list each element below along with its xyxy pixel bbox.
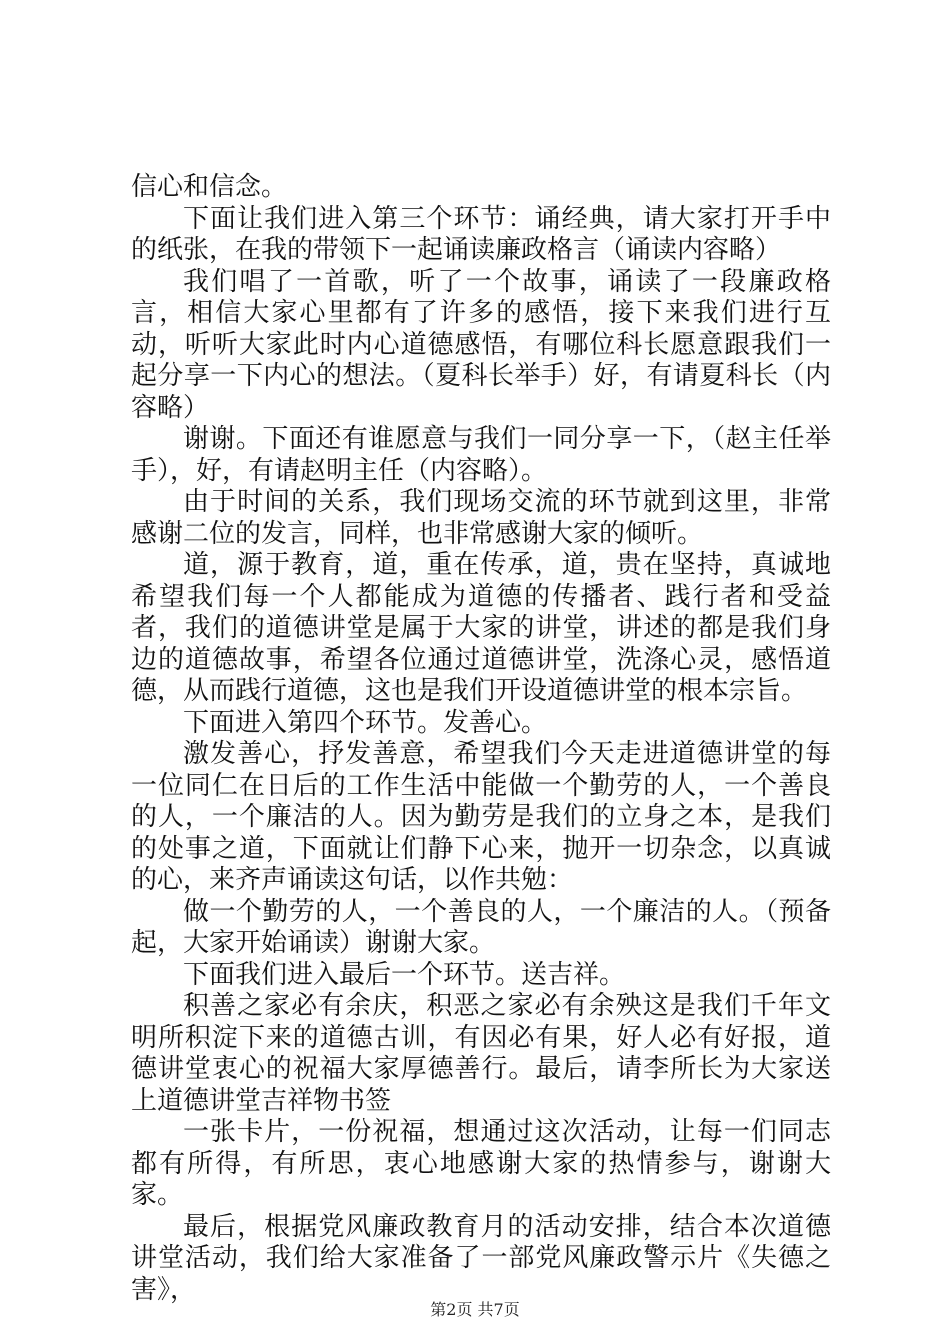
paragraph: 信心和信念。 [131,172,288,202]
paragraph: 最后，根据党风廉政教育月的活动安排，结合本次道德讲堂活动，我们给大家准备了一部党风廉政警示片《失德之害》， [131,1211,831,1305]
paragraph: 一张卡片，一份祝福，想通过这次活动，让每一们同志都有所得，有所思，衷心地感谢大家的热情参与，谢谢大家。 [131,1117,831,1210]
paragraph: 下面让我们进入第三个环节：诵经典，请大家打开手中的纸张，在我的带领下一起诵读廉政格言（诵读内容略） [131,203,831,265]
paragraph: 道，源于教育，道，重在传承，道，贵在坚持，真诚地希望我们每一个人都能成为道德的传播者、践行者和受益者，我们的道德讲堂是属于大家的讲堂，讲述的都是我们身边的道德故事，希望各位通过道德讲堂，洗涤心灵，感悟道德，从而践行道德，这也是我们开设道德讲堂的根本宗旨。 [131,550,831,706]
paragraph: 我们唱了一首歌，听了一个故事，诵读了一段廉政格言，相信大家心里都有了许多的感悟，接下来我们进行互动，听听大家此时内心道德感悟，有哪位科长愿意跟我们一起分享一下内心的想法。（夏科长举手）好，有请夏科长（内容略） [131,266,831,423]
paragraph: 由于时间的关系，我们现场交流的环节就到这里，非常感谢二位的发言，同样，也非常感谢大家的倾听。 [131,487,831,549]
paragraph: 下面我们进入最后一个环节。送吉祥。 [183,959,626,990]
paragraph: 下面进入第四个环节。发善心。 [183,707,548,738]
paragraph: 谢谢。下面还有谁愿意与我们一同分享一下，（赵主任举手），好，有请赵明主任（内容略）。 [131,424,831,486]
document-body [131,172,831,1306]
paragraph: 做一个勤劳的人，一个善良的人，一个廉洁的人。（预备起，大家开始诵读）谢谢大家。 [131,896,831,958]
page-number-footer: 第2页 共7页 [430,1300,520,1319]
paragraph: 积善之家必有余庆，积恶之家必有余殃这是我们千年文明所积淀下来的道德古训，有因必有果，好人必有好报，道德讲堂衷心的祝福大家厚德善行。最后，请李所长为大家送上道德讲堂吉祥物书签 [131,991,831,1116]
paragraph: 激发善心，抒发善意，希望我们今天走进道德讲堂的每一位同仁在日后的工作生活中能做一个勤劳的人，一个善良的人，一个廉洁的人。因为勤劳是我们的立身之本，是我们的处事之道，下面就让们静下心来，抛开一切杂念，以真诚的心，来齐声诵读这句话，以作共勉： [131,739,831,895]
